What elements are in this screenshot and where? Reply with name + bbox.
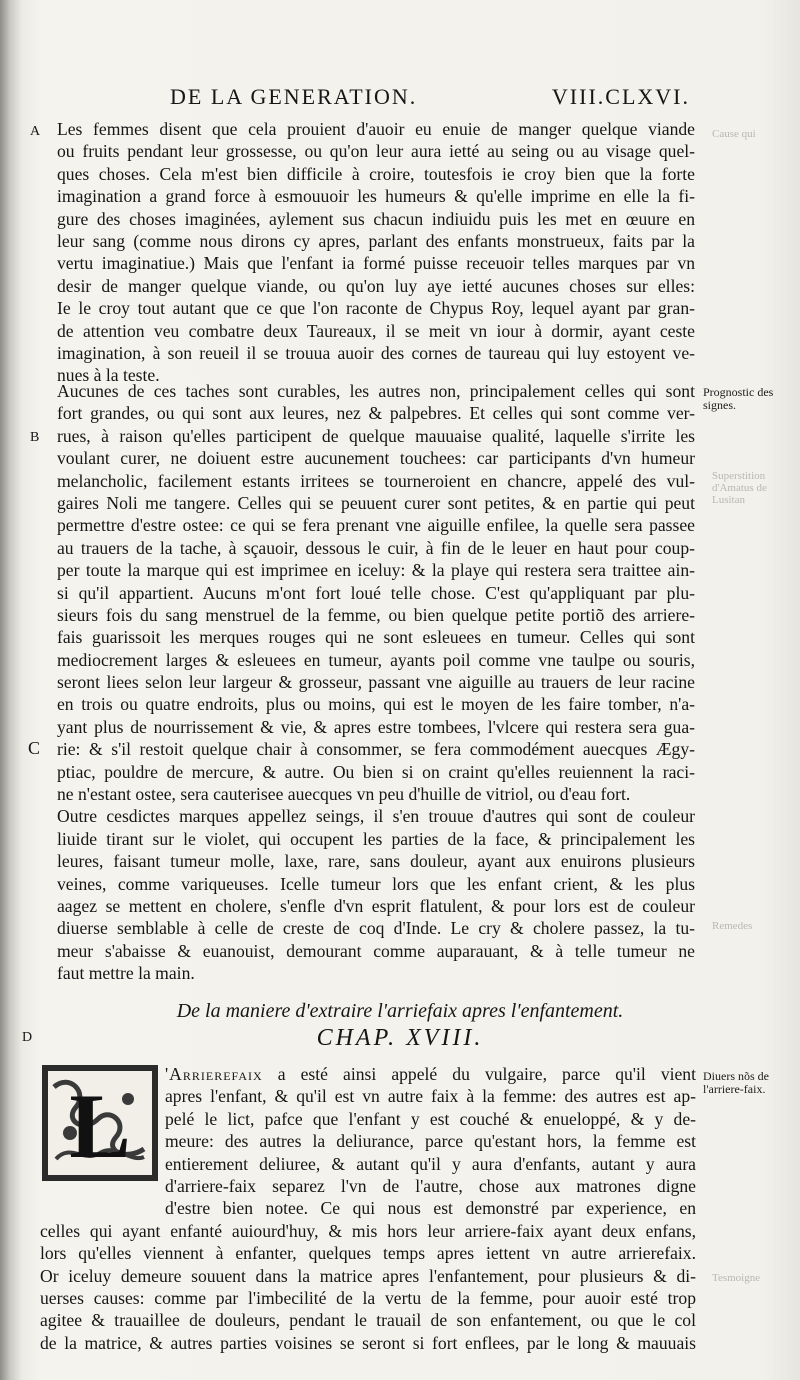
text-line: sieurs fois du sang menstruel de la femme, ou bien quelque petite portiõ des arriere-: [57, 604, 695, 625]
text-line: de la matrice, & autres parties voisines se seront si fort enflees, par le long & mauuais: [40, 1332, 696, 1353]
text-line: lors qu'elles viennent à enfanter, quelques temps apres iettent vn autre arrierefaix.: [40, 1243, 696, 1264]
text-line: liuide tirant sur le violet, qui occupent les parties de la face, & principalement les: [57, 828, 695, 849]
text-line: permettre d'estre ostee: ce qui se fera prenant vne aiguille enfilee, la quelle sera passee: [57, 515, 695, 536]
text-line: fais guarissoit les merques rouges qui ne sont esleuees en tumeur. Celles qui sont: [57, 627, 695, 648]
text-line: seront liees selon leur largeur & grosseur, passant vne aiguille au trauers de leur racine: [57, 672, 695, 693]
text-line: entierement deliuree, & autant qu'il y aura d'enfants, autant y aura: [165, 1153, 696, 1174]
chapter-first-word: 'Arrierefaix: [165, 1064, 263, 1084]
text-line: diuerse semblable à celle de creste de coq d'Inde. Le cry & cholere passez, la tu-: [57, 918, 695, 939]
text-line: d'estre bien notee. Ce qui nous est demonstré par experience, en: [165, 1198, 696, 1219]
initial-letter: L: [69, 1075, 131, 1177]
text-line: leures, faisant tumeur molle, laxe, rare, sans douleur, ayant aux enuirons plusieurs: [57, 851, 695, 872]
text-line: imagination a grand force à esmouuoir les humeurs & qu'elle imprime en elle la fi-: [57, 186, 695, 207]
text-line: voulant curer, ne doiuent estre aucunement touchees: car participants d'vn humeur: [57, 448, 695, 469]
text-span: a esté ainsi appelé du vulgaire, parce qu'il vient: [277, 1064, 696, 1084]
text-line: apres l'enfant, & qu'il est vn autre faix à la femme: des autres est ap-: [165, 1086, 696, 1107]
text-line: yant plus de nourrissement & vie, & apres estre tombees, l'vlcere qui restera sera gua-: [57, 716, 695, 737]
text-line: gure des choses imaginées, aylement sus chacun indiuidu puis les met en œuure en: [57, 208, 695, 229]
text-line: mediocrement larges & esleuees en tumeur, ayants poil comme vne taulpe ou souris,: [57, 649, 695, 670]
text-line: meur s'abaisse & euanouist, demourant comme auparauant, & à telle tumeur ne: [57, 940, 695, 961]
text-line: rues, à raison qu'elles participent de quelque mauuaise qualité, laquelle s'irrite les: [57, 425, 695, 446]
paragraph-birthmarks-cause: [57, 118, 695, 387]
text-line: ques choses. Cela m'est bien difficile à croire, toutesfois ie croy bien que la forte: [57, 163, 695, 184]
chapter-number: CHAP. XVIII.: [316, 1025, 484, 1051]
bleed-through-note: Superstition d'Amatus de Lusitan: [712, 470, 767, 506]
text-line: agitee & trauaillee de douleurs, pendant le trauail de son enfantement, ou que le col: [40, 1310, 696, 1331]
bleed-through-note: Cause qui: [712, 128, 756, 140]
text-line: imagination, à son reueil il se trouua auoir des cornes de taureau qui luy estoyent ve-: [57, 342, 695, 363]
text-line: celles qui ayant enfanté auiourd'huy, & mis hors leur arriere-faix ayant deux enfans,: [40, 1220, 696, 1241]
text-line: gaires Noli me tangere. Celles qui se peuuent curer sont petites, & en partie qui peut: [57, 492, 695, 513]
bleed-through-note: Remedes: [712, 920, 753, 932]
text-line: veines, comme variqueuses. Icelle tumeur lors que les enfant crient, & les plus: [57, 873, 695, 894]
paragraph-birthmarks-cure: [57, 380, 695, 985]
text-line: Ie le croy tout autant que ce que l'on raconte de Chypus Roy, lequel ayant par gran-: [57, 298, 695, 319]
text-line: rie: & s'il restoit quelque chair à consommer, se fera commodément auecques Ægy-: [57, 739, 695, 760]
text-line: en trois ou quatre endroits, plus ou moins, qui est le moyen de les faire tomber, n'a-: [57, 694, 695, 715]
text-line: d'arriere-faix separez l'vn de l'autre, chose aux matrones digne: [165, 1175, 696, 1196]
text-line: au trauers de la tache, à sçauoir, dessous le cuir, à fin de le leuer en haut pour coup-: [57, 537, 695, 558]
signature-mark-c: C: [28, 738, 41, 758]
text-line: per toute la marque qui est imprimee en iceluy: & la playe qui restera sera traittee ain-: [57, 560, 695, 581]
text-line: ne n'estant ostee, sera cauterisee auecques vn peu d'huille de vitriol, ou d'eau fort.: [57, 784, 631, 805]
text-line: desir de manger quelque viande, ou qu'on luy aye ietté aucunes choses sur elles:: [57, 275, 695, 296]
chapter-title: De la maniere d'extraire l'arriefaix apres l'enfantement.: [176, 1000, 624, 1022]
text-line: uerses causes: comme par l'imbecilité de la vertu de la femme, pour auoir esté trop: [40, 1287, 696, 1308]
running-head-title: DE LA GENERATION.: [170, 84, 418, 109]
text-line: melancholic, facilement estants irritees se tourneroient en chancre, appelé des vul-: [57, 470, 695, 491]
chapter-body: [40, 1063, 696, 1354]
margin-note-diuers: Diuers nõs de l'arriere-faix.: [703, 1069, 769, 1096]
text-line: pelé le lict, pafce que l'enfant y est couché & enueloppé, & y de-: [165, 1108, 696, 1129]
signature-mark-b: B: [30, 430, 40, 445]
text-line: meure: des autres la deliurance, parce qu'estant hors, la femme est: [165, 1131, 696, 1152]
text-line: Or iceluy demeure souuent dans la matrice apres l'enfantement, pour plusieurs & di-: [40, 1265, 696, 1286]
text-line: Aucunes de ces taches sont curables, les autres non, principalement celles qui sont: [57, 381, 695, 401]
text-line: Outre cesdictes marques appellez seings, il s'en trouue d'autres qui sont de couleur: [57, 806, 695, 827]
bleed-through-note: Tesmoigne: [712, 1272, 761, 1284]
text-line: nues à la teste.: [57, 365, 160, 386]
text-line: de attention veu combatre deux Taureaux, il se meit vn iour à dormir, ayant ceste: [57, 320, 695, 341]
text-line: vertu imaginatiue.) Mais que l'enfant ia formé puisse receuoir telles marques par vn: [57, 253, 695, 274]
signature-mark-d: D: [22, 1030, 33, 1045]
text-line: ou fruits pendant leur grossesse, ou qu'on leur aura ietté au seing ou au visage quel-: [57, 141, 695, 162]
signature-mark-a: A: [30, 124, 41, 139]
text-line: [40, 1063, 696, 1085]
running-head: [170, 84, 690, 110]
text-line: Les femmes disent que cela prouient d'auoir eu enuie de manger quelque viande: [57, 119, 695, 139]
page-number: VIII.CLXVI.: [551, 84, 690, 109]
text-line: fort grandes, ou qui sont aux leures, nez & palpebres. Et celles qui sont comme ver-: [57, 403, 695, 424]
text-line: ptiac, pouldre de mercure, & autre. Ou bien si on craint qu'elles reuiennent la raci-: [57, 761, 695, 782]
text-line: faut mettre la main.: [57, 963, 195, 984]
text-line: si qu'il appartient. Aucuns m'ont fort loué telle chose. C'est qu'appliquant par plu-: [57, 582, 695, 603]
text-line: leur sang (comme nous dirons cy apres, parlant des enfants monstrueux, faits par la: [57, 230, 695, 251]
text-line: aagez se mettent en cholere, s'enfle d'vn esprit flatulent, & pour lors est de couleur: [57, 895, 695, 916]
margin-note-prognostic: Prognostic des signes.: [703, 385, 774, 412]
